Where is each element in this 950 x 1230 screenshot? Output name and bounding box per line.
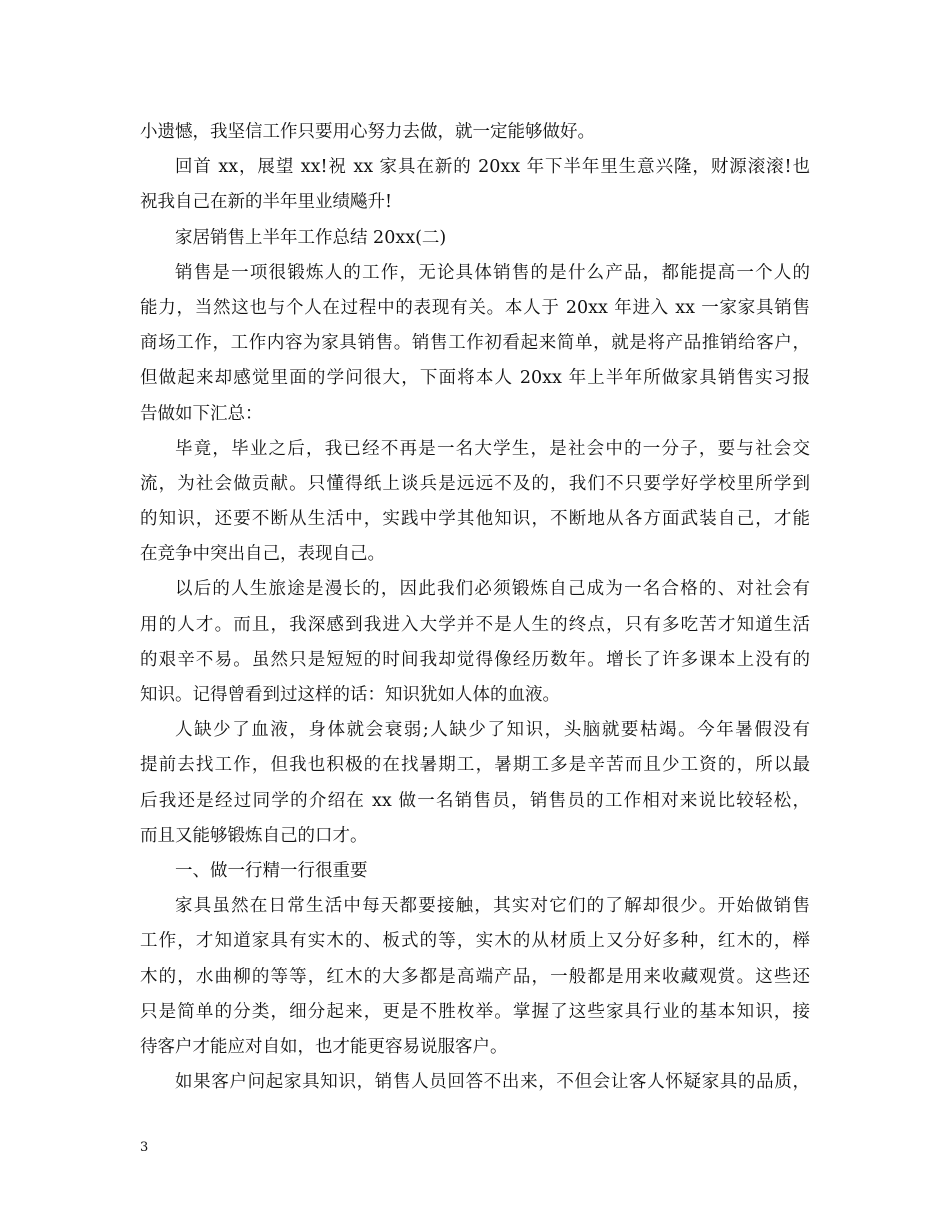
text-line: 毕竟，毕业之后，我已经不再是一名大学生，是社会中的一分子，要与社会交 xyxy=(175,438,810,459)
text-line: 家居销售上半年工作总结 20xx(二) xyxy=(175,227,447,248)
text-line: 的艰辛不易。虽然只是短短的时间我却觉得像经历数年。增长了许多课本上没有的 xyxy=(140,649,810,670)
text-line: 后我还是经过同学的介绍在 xx 做一名销售员，销售员的工作相对来说比较轻松， xyxy=(140,790,810,811)
page-number: 3 xyxy=(140,1140,149,1155)
text-line: 家具虽然在日常生活中每天都要接触，其实对它们的了解却很少。开始做销售 xyxy=(175,896,810,917)
text-line: 回首 xx，展望 xx!祝 xx 家具在新的 20xx 年下半年里生意兴隆，财源滚滚!也 xyxy=(175,157,810,178)
text-line: 但做起来却感觉里面的学问很大，下面将本人 20xx 年上半年所做家具销售实习报 xyxy=(140,368,810,389)
text-line: 在竞争中突出自己，表现自己。 xyxy=(140,544,385,565)
text-line: 流，为社会做贡献。只懂得纸上谈兵是远远不及的，我们不只要学好学校里所学到 xyxy=(140,473,810,494)
text-line: 销售是一项很锻炼人的工作，无论具体销售的是什么产品，都能提高一个人的 xyxy=(175,262,810,283)
text-line: 提前去找工作，但我也积极的在找暑期工，暑期工多是辛苦而且少工资的，所以最 xyxy=(140,755,810,776)
text-line: 用的人才。而且，我深感到我进入大学并不是人生的终点，只有多吃苦才知道生活 xyxy=(140,614,810,635)
text-line: 小遗憾，我坚信工作只要用心努力去做，就一定能够做好。 xyxy=(140,122,595,142)
text-line: 的知识，还要不断从生活中，实践中学其他知识，不断地从各方面武装自己，才能 xyxy=(140,509,810,530)
text-line: 木的，水曲柳的等等，红木的大多都是高端产品，一般都是用来收藏观赏。这些还 xyxy=(140,966,810,987)
text-line: 人缺少了血液，身体就会衰弱;人缺少了知识，头脑就要枯竭。今年暑假没有 xyxy=(175,720,810,741)
text-line: 以后的人生旅途是漫长的，因此我们必须锻炼自己成为一名合格的、对社会有 xyxy=(175,579,810,600)
text-line: 祝我自己在新的半年里业绩飚升! xyxy=(140,192,393,213)
text-line: 能力，当然这也与个人在过程中的表现有关。本人于 20xx 年进入 xx 一家家具销售 xyxy=(140,297,810,318)
text-line: 待客户才能应对自如，也才能更容易说服客户。 xyxy=(140,1036,508,1057)
text-line: 而且又能够锻炼自己的口才。 xyxy=(140,825,368,846)
text-line: 工作，才知道家具有实木的、板式的等，实木的从材质上又分好多种，红木的，榉 xyxy=(140,931,810,952)
text-line: 如果客户问起家具知识，销售人员回答不出来，不但会让客人怀疑家具的品质， xyxy=(175,1072,810,1093)
text-line: 告做如下汇总： xyxy=(140,403,263,424)
text-line: 商场工作，工作内容为家具销售。销售工作初看起来简单，就是将产品推销给客户， xyxy=(140,333,810,354)
text-line: 只是简单的分类，细分起来，更是不胜枚举。掌握了这些家具行业的基本知识，接 xyxy=(140,1001,810,1022)
text-line: 知识。记得曾看到过这样的话：知识犹如人体的血液。 xyxy=(140,685,560,705)
text-line: 一、做一行精一行很重要 xyxy=(175,860,368,881)
document-body xyxy=(140,115,810,1100)
